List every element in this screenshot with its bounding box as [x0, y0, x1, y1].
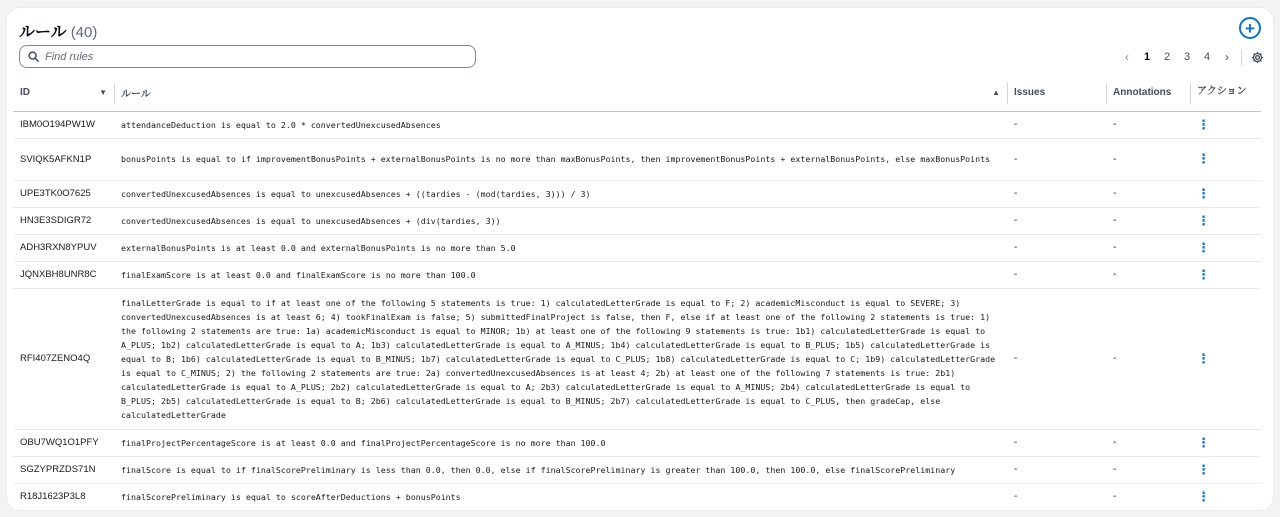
page-1-button[interactable]: 1: [1143, 51, 1151, 63]
rule-text: convertedUnexcusedAbsences is equal to unexcusedAbsences + (div(tardies, 3)): [114, 207, 1007, 234]
column-header-id[interactable]: [13, 74, 114, 111]
annotations-value: -: [1106, 456, 1190, 483]
kebab-menu-icon[interactable]: ⋮: [1197, 185, 1210, 201]
rule-id: JQNXBH8UNR8C: [13, 261, 114, 288]
search-box[interactable]: [19, 45, 476, 68]
row-actions: [1190, 207, 1261, 234]
caret-down-icon: ▼: [99, 87, 107, 97]
row-actions: [1190, 429, 1261, 456]
table-header-row: [13, 74, 1261, 111]
page-title: ルール: [19, 24, 67, 41]
kebab-menu-icon[interactable]: ⋮: [1197, 461, 1210, 477]
row-actions: [1190, 234, 1261, 261]
chevron-left-icon[interactable]: ‹: [1125, 50, 1129, 64]
issues-value: -: [1007, 234, 1106, 261]
rules-panel: [6, 7, 1274, 511]
rule-count: (40): [70, 24, 98, 41]
column-header-rule-label: ルール: [121, 88, 151, 100]
issues-value: -: [1007, 261, 1106, 288]
column-divider: [1190, 83, 1191, 104]
issues-value: -: [1007, 207, 1106, 234]
kebab-menu-icon[interactable]: ⋮: [1197, 488, 1210, 504]
annotations-value: -: [1106, 429, 1190, 456]
pagination-divider: [1241, 49, 1242, 65]
rule-text: finalScorePreliminary is equal to scoreAfterDeductions + bonusPoints: [121, 491, 461, 502]
rule-id: RFI407ZENO4Q: [13, 288, 114, 429]
rule-id: R18J1623P3L8: [20, 491, 86, 503]
column-header-annotations-label: Annotations: [1113, 86, 1172, 98]
table-row: [13, 483, 1261, 510]
issues-value: -: [1007, 111, 1106, 138]
kebab-menu-icon[interactable]: ⋮: [1197, 151, 1210, 166]
chevron-right-icon[interactable]: ›: [1225, 50, 1229, 64]
gear-icon[interactable]: [1248, 48, 1266, 66]
rule-text: bonusPoints is equal to if improvementBonusPoints + externalBonusPoints is no more than maxBonusPoints, then improvementBonusPoints + externalBonusPoints, else maxBonusPoints: [114, 138, 1007, 180]
annotations-value: -: [1106, 138, 1190, 180]
table-row: [13, 180, 1261, 207]
caret-up-icon: ▲: [992, 87, 1000, 97]
column-header-actions: [1190, 74, 1261, 111]
table-row: [13, 111, 1261, 138]
column-header-issues[interactable]: [1007, 74, 1106, 111]
rule-id: SVIQK5AFKN1P: [13, 138, 114, 180]
column-header-annotations[interactable]: [1106, 74, 1190, 111]
issues-value: -: [1007, 456, 1106, 483]
row-actions: [1190, 456, 1261, 483]
page-3-button[interactable]: 3: [1183, 51, 1191, 63]
row-actions: [1190, 111, 1261, 138]
plus-circle-icon: +: [1245, 18, 1255, 38]
annotations-value: -: [1106, 288, 1190, 429]
kebab-menu-icon[interactable]: ⋮: [1197, 212, 1210, 228]
rule-id: ADH3RXN8YPUV: [13, 234, 114, 261]
issues-value: -: [1007, 180, 1106, 207]
annotations-value: -: [1113, 491, 1117, 503]
table-row: [13, 288, 1261, 429]
table-row: [13, 261, 1261, 288]
annotations-value: -: [1106, 207, 1190, 234]
rule-text: externalBonusPoints is at least 0.0 and externalBonusPoints is no more than 5.0: [114, 234, 1007, 261]
rule-id: SGZYPRZDS71N: [13, 456, 114, 483]
row-actions: [1190, 483, 1261, 510]
column-header-issues-label: Issues: [1014, 86, 1046, 98]
column-divider: [1106, 83, 1107, 104]
rule-id: OBU7WQ1O1PFY: [13, 429, 114, 456]
kebab-menu-icon[interactable]: ⋮: [1197, 434, 1210, 450]
column-header-id-label: ID: [20, 86, 30, 98]
rule-text: attendanceDeduction is equal to 2.0 * convertedUnexcusedAbsences: [114, 111, 1007, 138]
issues-value: -: [1014, 491, 1018, 503]
search-input[interactable]: [45, 51, 465, 63]
search-icon: [28, 51, 39, 62]
page-header: [19, 19, 97, 42]
rule-text: finalLetterGrade is equal to if at least one of the following 5 statements is true: 1) calculatedLetterGrade is equal to F; 2) academicMisconduct is equal to SEVERE; 3) convertedUnexcusedAbsences is at least 6; 4) tookFinalExam is false; 5) submittedFinalProject is false, then F, else if at least one of the following 2 statements is true: 1) the following 2 statements are true: 1a) academicMisconduct is equal to MINOR; 1b) at least one of the following 9 statements is true: 1b1) calculatedLetterGrade is equal to A_PLUS; 1b2) calculatedLetterGrade is equal to A; 1b3) calculatedLetterGrade is equal to A_MINUS; 1b4) calculatedLetterGrade is equal to B_PLUS; 1b5) calculatedLetterGrade is equal to B; 1b6) calculatedLetterGrade is equal to B_MINUS; 1b7) calculatedLetterGrade is equal to C_PLUS; 1b8) calculatedLetterGrade is equal to C; 1b9) calculatedLetterGrade is equal to C_MINUS; 2) the following 2 statements are true: 2a) convertedUnexcusedAbsences is at least 4; 2b) at least one of the following 7 statements is true: 2b1) calculatedLetterGrade is equal to A_PLUS; 2b2) calculatedLetterGrade is equal to A; 2b3) calculatedLetterGrade is equal to A_MINUS; 2b4) calculatedLetterGrade is equal to B_PLUS; 2b5) calculatedLetterGrade is equal to B; 2b6) calculatedLetterGrade is equal to B_MINUS; 2b7) calculatedLetterGrade is equal to C_PLUS, then gradeCap, else calculatedLetterGrade: [114, 288, 1007, 429]
column-header-actions-label: アクション: [1197, 86, 1247, 98]
rule-text: convertedUnexcusedAbsences is equal to unexcusedAbsences + ((tardies - (mod(tardies, 3))) / 3): [114, 180, 1007, 207]
issues-value: -: [1007, 138, 1106, 180]
row-actions: [1190, 288, 1261, 429]
annotations-value: -: [1106, 234, 1190, 261]
issues-value: -: [1007, 429, 1106, 456]
row-actions: [1190, 138, 1261, 180]
rule-id: HN3E3SDIGR72: [13, 207, 114, 234]
page-4-button[interactable]: 4: [1203, 51, 1211, 63]
rule-text: finalExamScore is at least 0.0 and finalExamScore is no more than 100.0: [114, 261, 1007, 288]
annotations-value: -: [1106, 180, 1190, 207]
table-row: [13, 234, 1261, 261]
rule-text: finalProjectPercentageScore is at least 0.0 and finalProjectPercentageScore is no more than 100.0: [114, 429, 1007, 456]
kebab-menu-icon[interactable]: ⋮: [1197, 266, 1210, 282]
page-2-button[interactable]: 2: [1163, 51, 1171, 63]
table-row: [13, 207, 1261, 234]
rule-id: IBM0O194PW1W: [13, 111, 114, 138]
row-actions: [1190, 180, 1261, 207]
pagination: [1117, 47, 1266, 67]
kebab-menu-icon[interactable]: ⋮: [1197, 350, 1210, 366]
rule-id: UPE3TK0O7625: [13, 180, 114, 207]
kebab-menu-icon[interactable]: ⋮: [1197, 116, 1210, 132]
row-actions: [1190, 261, 1261, 288]
column-header-rule[interactable]: [114, 74, 1007, 111]
rule-text: finalScore is equal to if finalScorePreliminary is less than 0.0, then 0.0, else if finalScorePreliminary is greater than 100.0, then 100.0, else finalScorePreliminary: [114, 456, 1007, 483]
issues-value: -: [1007, 288, 1106, 429]
table-row: [13, 138, 1261, 180]
column-divider: [114, 83, 115, 104]
table-row: [13, 456, 1261, 483]
rules-table: [13, 74, 1261, 510]
annotations-value: -: [1106, 111, 1190, 138]
annotations-value: -: [1106, 261, 1190, 288]
kebab-menu-icon[interactable]: ⋮: [1197, 239, 1210, 255]
add-rule-button[interactable]: [1239, 17, 1261, 39]
table-row: [13, 429, 1261, 456]
column-divider: [1007, 83, 1008, 104]
